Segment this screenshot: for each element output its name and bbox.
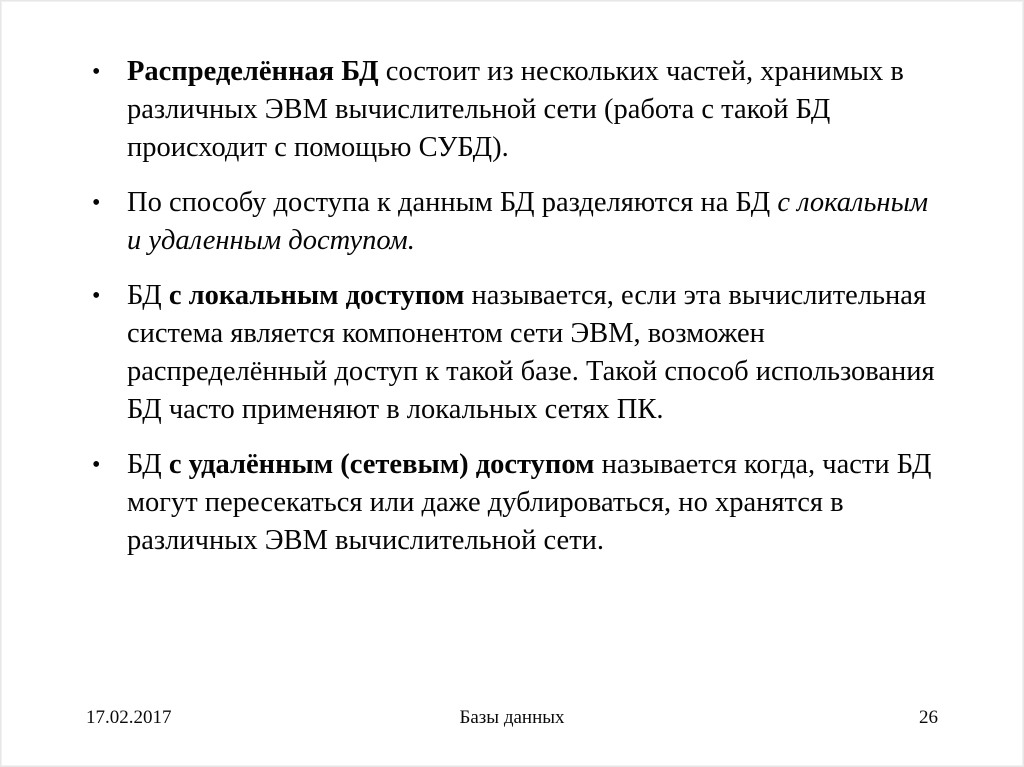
bullet-list: [90, 53, 938, 577]
bullet-item: [90, 277, 938, 429]
bullet-text: Распределённая БД состоит из нескольких частей, хранимых в различных ЭВМ вычислительной сети (работа с такой БД происходит с помощью СУБД).: [127, 56, 904, 163]
bullet-text: По способу доступа к данным БД разделяются на БД с локальным и удаленным доступом.: [127, 187, 929, 256]
slide-footer: [86, 707, 938, 729]
bullet-item: [90, 184, 938, 260]
footer-title: Базы данных: [459, 707, 565, 728]
footer-date: 17.02.2017: [86, 707, 172, 728]
footer-page-number: 26: [919, 707, 938, 728]
bullet-item: [90, 446, 938, 560]
bullet-icon: •: [92, 452, 101, 478]
bullet-icon: •: [92, 59, 101, 85]
bullet-icon: •: [92, 283, 101, 309]
bullet-text: БД с удалённым (сетевым) доступом называется когда, части БД могут пересекаться или даже дублироваться, но хранятся в различных ЭВМ вычислительной сети.: [127, 449, 932, 556]
bullet-icon: •: [92, 190, 101, 216]
bullet-item: [90, 53, 938, 167]
bullet-text: БД с локальным доступом называется, если эта вычислительная система является компонентом сети ЭВМ, возможен распределённый доступ к такой базе. Такой способ использования БД часто применяют в локальных сетях ПК.: [127, 280, 935, 425]
